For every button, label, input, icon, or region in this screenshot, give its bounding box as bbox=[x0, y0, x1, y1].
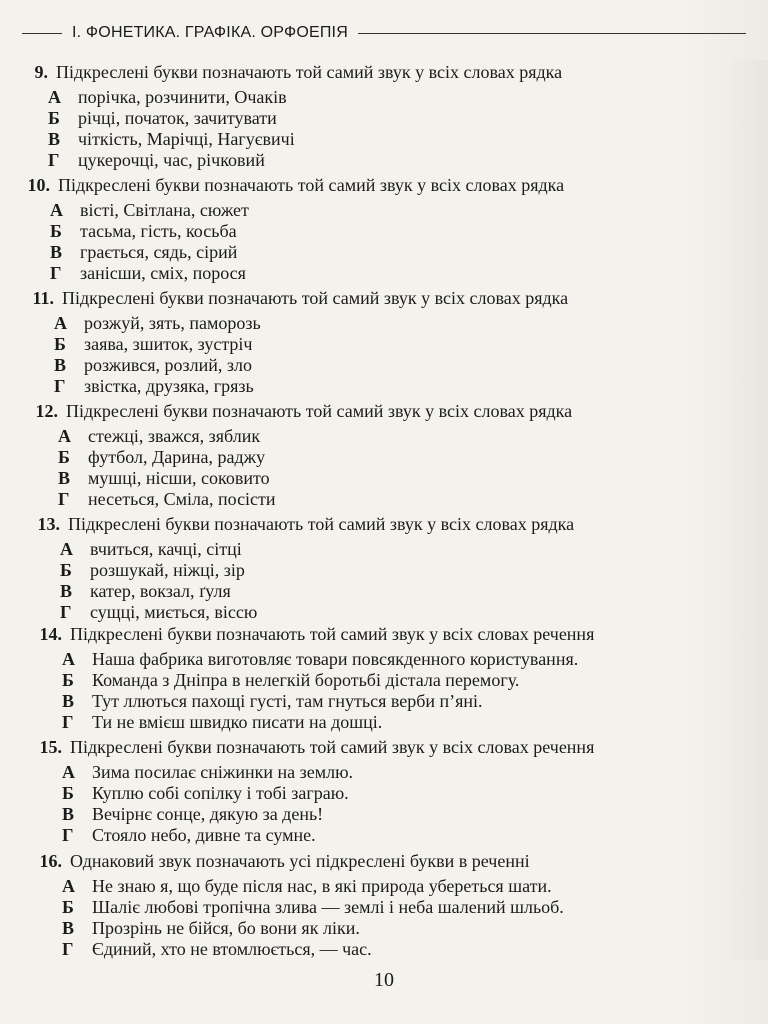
option-b bbox=[48, 108, 768, 129]
option-v bbox=[58, 468, 768, 489]
option-letter: В bbox=[62, 918, 75, 938]
question-text: Підкреслені букви позначають той самий звук у всіх словах речення bbox=[70, 624, 595, 644]
option-text: звістка, друзяка, грязь bbox=[84, 376, 254, 396]
option-a bbox=[60, 539, 768, 560]
option-letter: А bbox=[58, 426, 71, 446]
option-text: мушці, нісши, соковито bbox=[88, 468, 270, 488]
option-text: тасьма, гість, косьба bbox=[80, 221, 237, 241]
question-text: Підкреслені букви позначають той самий звук у всіх словах рядка bbox=[58, 175, 565, 195]
option-letter: А bbox=[62, 649, 75, 669]
option-text: заява, зшиток, зустріч bbox=[84, 334, 253, 354]
option-h bbox=[62, 712, 768, 733]
option-letter: А bbox=[48, 87, 61, 107]
option-text: Ти не вмієш швидко писати на дошці. bbox=[92, 712, 383, 732]
options-list bbox=[20, 87, 768, 171]
option-a bbox=[62, 649, 768, 670]
options-list bbox=[22, 200, 768, 284]
options-list bbox=[34, 762, 768, 846]
option-a bbox=[50, 200, 768, 221]
option-text: порічка, розчинити, Очаків bbox=[78, 87, 287, 107]
option-text: річці, початок, зачитувати bbox=[78, 108, 277, 128]
option-b bbox=[60, 560, 768, 581]
option-letter: Г bbox=[58, 489, 70, 509]
option-letter: В bbox=[58, 468, 71, 488]
option-letter: Г bbox=[54, 376, 66, 396]
option-letter: В bbox=[60, 581, 73, 601]
option-letter: Б bbox=[60, 560, 72, 580]
option-h bbox=[60, 602, 768, 623]
option-text: занісши, сміх, порося bbox=[80, 263, 246, 283]
option-v bbox=[50, 242, 768, 263]
option-letter: Б bbox=[62, 783, 74, 803]
option-text: Вечірнє сонце, дякую за день! bbox=[92, 804, 324, 824]
question-number: 13. bbox=[37, 514, 60, 534]
option-b bbox=[62, 897, 768, 918]
option-letter: Г bbox=[62, 712, 74, 732]
option-a bbox=[62, 762, 768, 783]
option-b bbox=[62, 670, 768, 691]
option-letter: А bbox=[50, 200, 63, 220]
option-letter: Б bbox=[54, 334, 66, 354]
option-text: Тут ллються пахощі густі, там гнуться верби п’яні. bbox=[92, 691, 483, 711]
question-header bbox=[26, 287, 768, 309]
option-text: розшукай, ніжці, зір bbox=[90, 560, 245, 580]
option-v bbox=[54, 355, 768, 376]
option-text: Зима посилає сніжинки на землю. bbox=[92, 762, 354, 782]
options-list bbox=[34, 876, 768, 960]
option-letter: Б bbox=[50, 221, 62, 241]
question-header bbox=[32, 513, 768, 535]
option-text: грається, сядь, сірий bbox=[80, 242, 238, 262]
option-b bbox=[54, 334, 768, 355]
option-h bbox=[62, 939, 768, 960]
option-letter: А bbox=[60, 539, 73, 559]
option-v bbox=[62, 804, 768, 825]
question-header bbox=[20, 61, 768, 83]
question-header bbox=[34, 736, 768, 758]
option-a bbox=[54, 313, 768, 334]
question-14 bbox=[34, 623, 768, 733]
question-text: Підкреслені букви позначають той самий звук у всіх словах рядка bbox=[62, 288, 569, 308]
option-letter: Г bbox=[50, 263, 62, 283]
question-number: 10. bbox=[27, 175, 50, 195]
question-10 bbox=[22, 174, 768, 284]
option-h bbox=[48, 150, 768, 171]
question-number: 15. bbox=[39, 737, 62, 757]
option-letter: Г bbox=[62, 939, 74, 959]
option-text: Куплю собі сопілку і тобі заграю. bbox=[92, 783, 349, 803]
option-text: Команда з Дніпра в нелегкій боротьбі дістала перемогу. bbox=[92, 670, 520, 690]
option-text: Єдиний, хто не втомлюється, — час. bbox=[92, 939, 372, 959]
question-header bbox=[34, 623, 768, 645]
running-header bbox=[22, 20, 746, 46]
option-text: несеться, Сміла, посісти bbox=[88, 489, 276, 509]
option-letter: В bbox=[54, 355, 67, 375]
header-rule-right bbox=[358, 33, 746, 34]
option-v bbox=[62, 918, 768, 939]
option-text: вчиться, качці, сітці bbox=[90, 539, 242, 559]
question-number: 12. bbox=[35, 401, 58, 421]
option-v bbox=[48, 129, 768, 150]
option-text: Стояло небо, дивне та сумне. bbox=[92, 825, 316, 845]
option-text: стежці, зважся, зяблик bbox=[88, 426, 261, 446]
question-header bbox=[34, 850, 768, 872]
option-text: Наша фабрика виготовляє товари повсякденного користування. bbox=[92, 649, 579, 669]
question-header bbox=[30, 400, 768, 422]
question-15 bbox=[34, 736, 768, 846]
option-letter: В bbox=[48, 129, 61, 149]
question-text: Підкреслені букви позначають той самий звук у всіх словах рядка bbox=[66, 401, 573, 421]
option-letter: Б bbox=[62, 670, 74, 690]
option-text: футбол, Дарина, раджу bbox=[88, 447, 266, 467]
option-text: Шаліє любові тропічна злива — землі і неба шалений шльоб. bbox=[92, 897, 564, 917]
option-v bbox=[62, 691, 768, 712]
option-h bbox=[50, 263, 768, 284]
option-text: катер, вокзал, ґуля bbox=[90, 581, 231, 601]
option-letter: В bbox=[62, 691, 75, 711]
question-16 bbox=[34, 850, 768, 960]
option-letter: Г bbox=[62, 825, 74, 845]
option-letter: В bbox=[62, 804, 75, 824]
option-text: розжуй, зять, паморозь bbox=[84, 313, 261, 333]
header-rule-left bbox=[22, 33, 62, 34]
options-list bbox=[26, 313, 768, 397]
options-list bbox=[30, 426, 768, 510]
option-a bbox=[58, 426, 768, 447]
question-number: 14. bbox=[39, 624, 62, 644]
option-text: сущці, миється, віссю bbox=[90, 602, 258, 622]
option-h bbox=[54, 376, 768, 397]
option-letter: Б bbox=[48, 108, 60, 128]
page-number: 10 bbox=[374, 969, 394, 991]
option-letter: Б bbox=[62, 897, 74, 917]
option-letter: Б bbox=[58, 447, 70, 467]
question-13 bbox=[32, 513, 768, 623]
option-letter: Г bbox=[48, 150, 60, 170]
question-text: Підкреслені букви позначають той самий звук у всіх словах рядка bbox=[56, 62, 563, 82]
option-text: Не знаю я, що буде після нас, в які природа убереться шати. bbox=[92, 876, 552, 896]
option-text: вісті, Світлана, сюжет bbox=[80, 200, 249, 220]
option-text: чіткість, Марічці, Нагуєвичі bbox=[78, 129, 295, 149]
question-number: 11. bbox=[32, 288, 54, 308]
option-v bbox=[60, 581, 768, 602]
option-text: цукерочці, час, річковий bbox=[78, 150, 265, 170]
option-a bbox=[48, 87, 768, 108]
options-list bbox=[32, 539, 768, 623]
question-number: 16. bbox=[39, 851, 62, 871]
question-header bbox=[22, 174, 768, 196]
question-11 bbox=[26, 287, 768, 397]
option-letter: В bbox=[50, 242, 63, 262]
question-text: Однаковий звук позначають усі підкреслені букви в реченні bbox=[70, 851, 530, 871]
question-9 bbox=[20, 61, 768, 171]
option-a bbox=[62, 876, 768, 897]
option-b bbox=[62, 783, 768, 804]
option-b bbox=[58, 447, 768, 468]
option-h bbox=[62, 825, 768, 846]
option-text: Прозрінь не бійся, бо вони як ліки. bbox=[92, 918, 360, 938]
section-title: І. ФОНЕТИКА. ГРАФІКА. ОРФОЕПІЯ bbox=[72, 24, 348, 41]
option-letter: А bbox=[54, 313, 67, 333]
options-list bbox=[34, 649, 768, 733]
option-letter: А bbox=[62, 876, 75, 896]
option-text: розжився, розлий, зло bbox=[84, 355, 252, 375]
question-text: Підкреслені букви позначають той самий звук у всіх словах рядка bbox=[68, 514, 575, 534]
option-b bbox=[50, 221, 768, 242]
question-12 bbox=[30, 400, 768, 510]
question-number: 9. bbox=[34, 62, 48, 82]
option-letter: А bbox=[62, 762, 75, 782]
option-h bbox=[58, 489, 768, 510]
question-text: Підкреслені букви позначають той самий звук у всіх словах речення bbox=[70, 737, 595, 757]
option-letter: Г bbox=[60, 602, 72, 622]
